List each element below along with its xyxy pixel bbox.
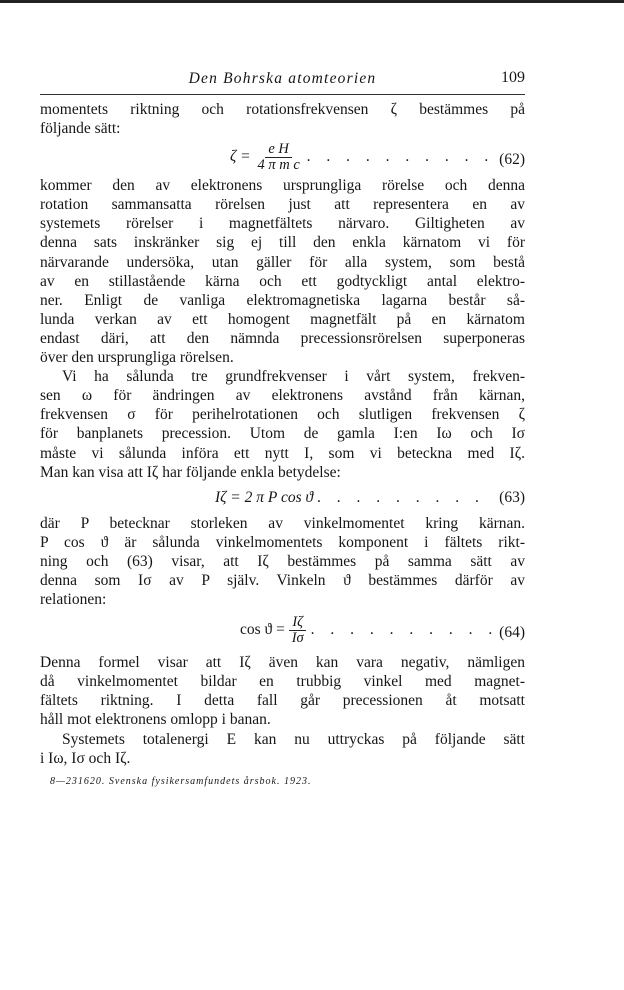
text-line: endast däri, att den nämnda precessionsrörelsen superponeras [40,329,525,347]
equation-number: (63) [499,488,525,506]
eq62-dots: . . . . . . . . . . [306,148,495,166]
text-line: systemets rörelser i magnetfältets närvaro. Giltigheten av [40,215,525,233]
eq62-lhs: ζ = [230,148,251,166]
eq64-fraction [289,615,307,646]
equation-64 [40,609,525,653]
equation-number: (64) [499,624,525,642]
eq64-denominator: Iσ [291,630,304,647]
equation-63 [40,482,525,514]
top-border [0,0,624,3]
text-line: av en stillastående kärna och ett godtyckligt antal elektro- [40,272,525,290]
paragraph-1 [40,100,525,138]
text-line: denna som Iσ av P själv. Vinkeln ϑ bestämmes därför av [40,571,525,589]
text-line: måste vi sålunda införa ett nytt I, som vi beteckna med Iζ. [40,444,525,462]
text-line: Vi ha sålunda tre grundfrekvenser i vårt system, frekven- [62,368,525,386]
text-line: frekvensen σ för perihelrotationen och slutligen frekvensen ζ [40,406,525,424]
page-number: 109 [501,69,525,86]
header-rule [40,94,525,95]
eq63-expression: Iζ = 2 π P cos ϑ [215,488,314,506]
text-line: rotation sammansatta rörelsen just att representera en av [40,196,525,214]
eq64-lhs: cos ϑ = [240,621,285,639]
page-body [40,100,525,791]
text-line: relationen: [40,591,107,609]
eq62-fraction [254,142,302,173]
running-title: Den Bohrska atomteorien [188,70,377,87]
equation-62 [40,138,525,176]
paragraph-6 [40,730,525,768]
equation-number: (62) [499,151,525,169]
eq63-dots: . . . . . . . . . [317,488,485,506]
eq62-denominator: 4 π m c [257,157,300,174]
paragraph-2 [40,176,525,367]
paragraph-4 [40,514,525,609]
text-line: sen ω för ändringen av elektronens avstånd från kärnan, [40,387,525,405]
eq64-numerator: Iζ [289,615,306,631]
text-line: följande sätt: [40,120,121,138]
text-line: ner. Enligt de vanliga elektromagnetiska lagarna består så- [40,291,525,309]
text-line: över den ursprungliga rörelsen. [40,349,234,367]
text-line: lunda verkan av ett homogent magnetfält på en kärnatom [40,310,525,328]
text-line: kommer den av elektronens ursprungliga rörelse och denna [40,177,525,195]
text-line: då vinkelmomentet bildar en trubbig vinkel med magnet- [40,673,525,691]
text-line: i Iω, Iσ och Iζ. [40,749,131,767]
text-line: ning och (63) visar, att Iζ bestämmes på samma sätt av [40,552,525,570]
paragraph-5 [40,653,525,729]
text-line: denna sats inskränker sig ej till den enkla kärnatom vi för [40,234,525,252]
eq62-numerator: e H [265,142,292,158]
eq64-dots: . . . . . . . . . . [310,621,499,639]
running-header [40,70,525,92]
text-line: håll mot elektronens omlopp i banan. [40,711,271,729]
text-line: fältets riktning. I detta fall går precessionen åt motsatt [40,692,525,710]
paragraph-3 [40,367,525,482]
text-line: Denna formel visar att Iζ även kan vara negativ, nämligen [40,654,525,672]
text-line: P cos ϑ är sålunda vinkelmomentets komponent i fältets rikt- [40,533,525,551]
text-line: för banplanets precession. Utom de gamla I:en Iω och Iσ [40,425,525,443]
text-line: Systemets totalenergi E kan nu uttryckas på följande sätt [62,730,525,748]
text-line: momentets riktning och rotationsfrekvensen ζ bestämmes på [40,101,525,118]
text-line: närvarande undersöka, utan gäller för alla system, som bestå [40,253,525,271]
text-line: Man kan visa att Iζ har följande enkla betydelse: [40,463,341,481]
signature-footer: 8—231620. Svenska fysikersamfundets årsbok. 1923. [50,775,312,787]
text-line: där P betecknar storleken av vinkelmomentet kring kärnan. [40,514,525,532]
